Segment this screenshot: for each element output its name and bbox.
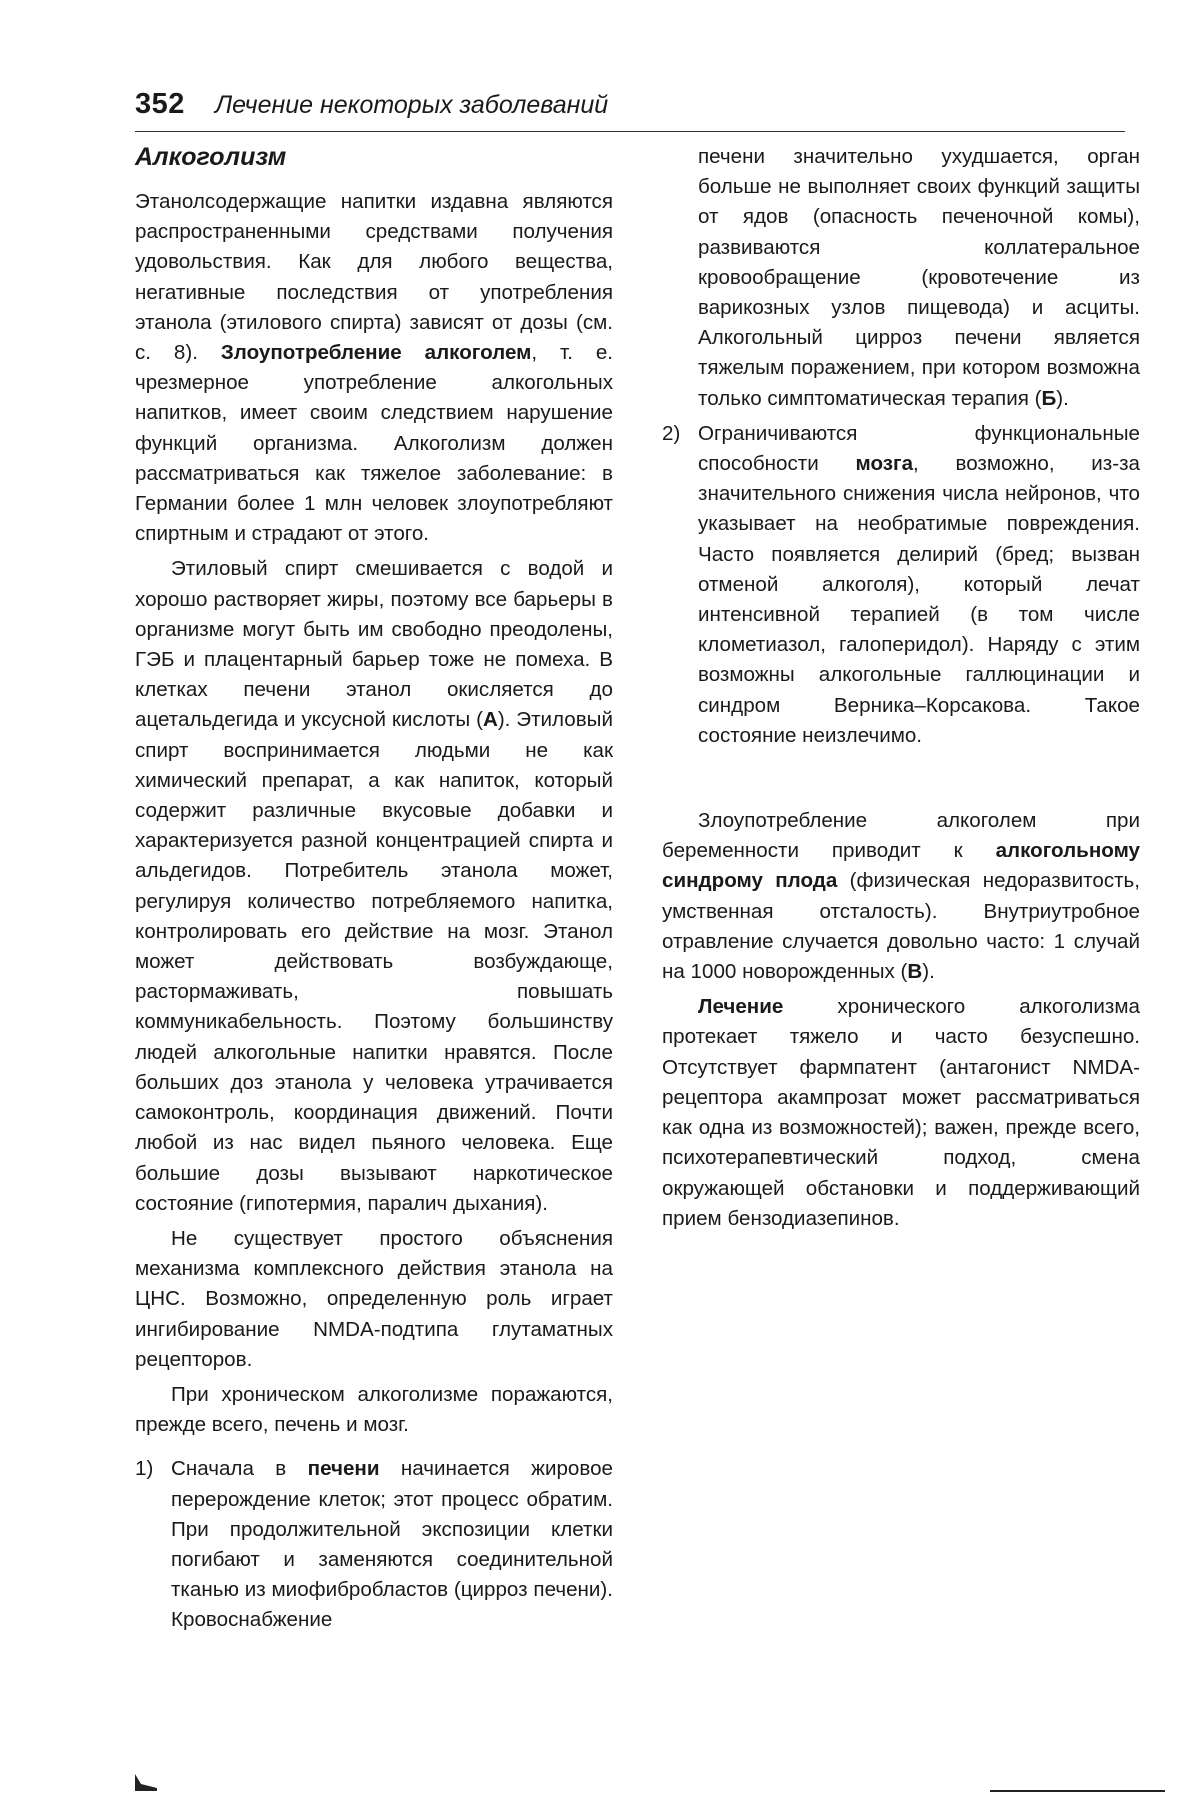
paragraph-chronic: При хроническом алкоголизме поражаются, прежде всего, печень и мозг. (135, 1382, 613, 1437)
scan-edge-line (990, 1790, 1165, 1792)
running-title: Лечение некоторых заболеваний (215, 91, 609, 119)
list-item-liver-continued: печени значительно ухудшается, орган больше не выполняет своих функций защиты от ядов (опасность печеночной комы), развиваются коллатеральное кровообращение (кровотечение из варикозных узлов пищевода) и асциты. Алкогольный цирроз печени является тяжелым поражением, при котором возможна только симптоматическая терапия (Б). (698, 145, 1140, 410)
paragraph-mechanism: Не существует простого объяснения механизма комплексного действия этанола на ЦНС. Возможно, определенную роль играет ингибирование NMDA-подтипа глутаматных рецепторов. (135, 1226, 613, 1371)
paragraph-intro: Этанолсодержащие напитки издавна являются распространенными средствами получения удовольствия. Как для любого вещества, негативные последствия от употребления этанола (этилового спирта) зависят от дозы (см. с. 8). Злоупотребление алкоголем, т. е. чрезмерное употребление алкогольных напитков, имеет своим следствием нарушение функций организма. Алкоголизм должен рассматриваться как тяжелое заболевание: в Германии более 1 млн человек злоупотребляют спиртным и страдают от этого. (135, 190, 613, 546)
right-column (662, 142, 1140, 1239)
section-title: Алкоголизм (135, 143, 287, 171)
page-header (135, 88, 1125, 132)
header-rule (135, 131, 1125, 132)
left-column (135, 142, 613, 1641)
crop-mark-icon (133, 1772, 159, 1792)
list-item-number: 1) (135, 1457, 154, 1481)
paragraph-pregnancy: Злоупотребление алкоголем при беременности приводит к алкогольному синдрому плода (физическая недоразвитость, умственная отсталость). Внутриутробное отравление случается довольно часто: 1 случай на 1000 новорожденных (В). (662, 809, 1140, 984)
list-item-number: 2) (662, 421, 681, 445)
list-item-brain: 2) Ограничиваются функциональные способности мозга, возможно, из-за значительного снижения числа нейронов, что указывает на необратимые повреждения. Часто появляется делирий (бред; вызван отменой алкоголя), который лечат интенсивной терапией (в том числе клометиазол, галоперидол). Наряду с этим возможны алкогольные галлюцинации и синдром Верника–Корсакова. Такое состояние неизлечимо. (662, 419, 1140, 751)
paragraph-treatment: Лечение хронического алкоголизма протекает тяжело и часто безуспешно. Отсутствует фармпатент (антагонист NMDA-рецептора акампрозат может рассматриваться как одна из возможностей); важен, прежде всего, психотерапевтический подход, смена окружающей обстановки и поддерживающий прием бензодиазепинов. (662, 995, 1140, 1230)
column-gap (662, 756, 1140, 806)
page-number: 352 (135, 88, 185, 120)
paragraph-ethanol-properties: Этиловый спирт смешивается с водой и хорошо растворяет жиры, поэтому все барьеры в организме могут быть им свободно преодолены, ГЭБ и плацентарный барьер тоже не помеха. В клетках печени этанол окисляется до ацетальдегида и уксусной кислоты (А). Этиловый спирт воспринимается людьми не как химический препарат, а как напиток, который содержит различные вкусовые добавки и характеризуется разной концентрацией спирта и альдегидов. Потребитель этанола может, регулируя количество потребляемого напитка, контролировать его действие на мозг. Этанол может действовать возбуждающе, растормаживать, повышать коммуникабельность. Поэтому большинству людей алкогольные напитки нравятся. После больших доз этанола у человека утрачивается самоконтроль, координация движений. Почти любой из нас видел пьяного человека. Еще большие дозы вызывают наркотическое состояние (гипотермия, паралич дыхания). (135, 557, 613, 1215)
list-item-liver: 1) Сначала в печени начинается жировое перерождение клеток; этот процесс обратим. При продолжительной экспозиции клетки погибают и заменяются соединительной тканью из миофибробластов (цирроз печени). Кровоснабжение (135, 1454, 613, 1635)
